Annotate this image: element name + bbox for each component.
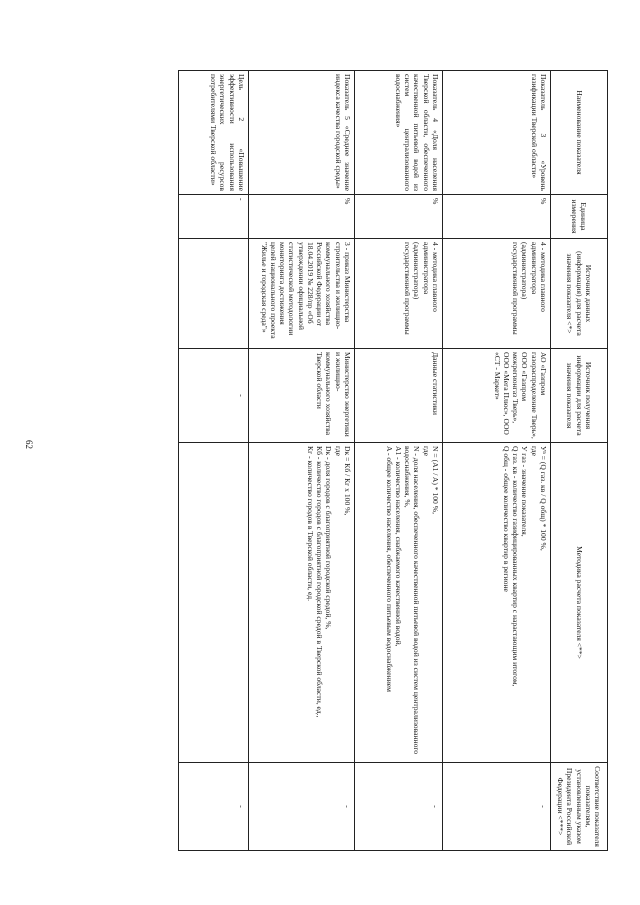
data-source: 4 - методика главного администратора (администратора) государственной программы <box>355 239 443 349</box>
indicators-table <box>178 70 608 851</box>
info-source: - <box>179 349 249 443</box>
indicator-unit: - <box>179 195 249 239</box>
compliance: - <box>355 763 443 851</box>
table-row <box>443 71 551 851</box>
page-number: 62 <box>24 440 34 449</box>
header-indicator-name: Наименование показателя <box>551 71 608 195</box>
compliance: - <box>179 763 249 851</box>
data-source: 3 - приказ Министерства строительства и жилищно-коммунального хозяйства Российской Федерации от 18.04.2019 № 228/пр «Об утверждении официальной статистической методологии мониторинга достижения целей национального проекта "Жилье и городская среда"» <box>249 239 355 349</box>
table-row <box>249 71 355 851</box>
compliance: - <box>249 763 355 851</box>
indicator-unit: % <box>249 195 355 239</box>
indicator-name: Показатель 5 «Среднее значение индекса качества городской среды» <box>249 71 355 195</box>
header-data-source: Источник данных (информация) для расчета значения показателя <*> <box>551 239 608 349</box>
data-source: 4 - методика главного администратора (администратора) государственной программы <box>443 239 551 349</box>
method-text: N = (A1 / A) * 100 %, где N - доля населения, обеспеченного качественной питьевой водой из систем централизованного водоснабжения, %, A1 - количество населения, снабжаемого качественной водой, A - общее количество населения, обеспеченного питьевым водоснабжением <box>384 446 440 755</box>
info-source: Данные статистики <box>355 349 443 443</box>
header-presidential-compliance: Соответствие показателя показателям, установленным указом Президента Российской Федерации <***> <box>551 763 608 851</box>
calculation-method <box>179 443 249 763</box>
method-text: Уⁿ = (Q газ. кв / Q общ) * 100 %, где У газ - значение показателя, Q газ. кв - количество газифицированных квартир с нарастающим итогом, Q общ - общее количество квартир в регионе <box>502 446 548 687</box>
table-row <box>355 71 443 851</box>
calculation-method <box>355 443 443 763</box>
header-info-source: Источник получения информации для расчета значения показателя <box>551 349 608 443</box>
data-source <box>179 239 249 349</box>
rotated-table-sheet <box>146 70 608 850</box>
method-text: Dк = Кб / Кг х 100 %, где Dк - доля городов с благоприятной городской средой, %, Кб - количество городов с благоприятной городской средой в Тверской области, ед., Кг - количество городов в Тверской области, ед. <box>306 446 352 718</box>
header-calculation-method: Методика расчета показателя <**> <box>551 443 608 763</box>
indicator-name: Показатель 4 «Доля населения Тверской области, обеспеченного качественной питьевой водой из систем централизованного водоснабжения» <box>355 71 443 195</box>
indicator-unit: % <box>355 195 443 239</box>
indicator-name: Цель 2 «Повышение эффективности использования энергетических ресурсов потребителями Тверской области» <box>179 71 249 195</box>
table-row <box>179 71 249 851</box>
calculation-method <box>249 443 355 763</box>
table-header-row <box>551 71 608 851</box>
compliance: - <box>443 763 551 851</box>
info-source: Министерство энергетики и жилищно-коммунального хозяйства Тверской области <box>249 349 355 443</box>
header-unit: Единица измерения <box>551 195 608 239</box>
indicator-name: Показатель 3 «Уровень газификации Тверской области» <box>443 71 551 195</box>
calculation-method <box>443 443 551 763</box>
info-source: АО «Газпром газораспределение Тверь», ООО «Газпром межрегионгаз Тверь», ООО «Мега Плюс», ООО «СТ - Маркет» <box>443 349 551 443</box>
indicator-unit: % <box>443 195 551 239</box>
